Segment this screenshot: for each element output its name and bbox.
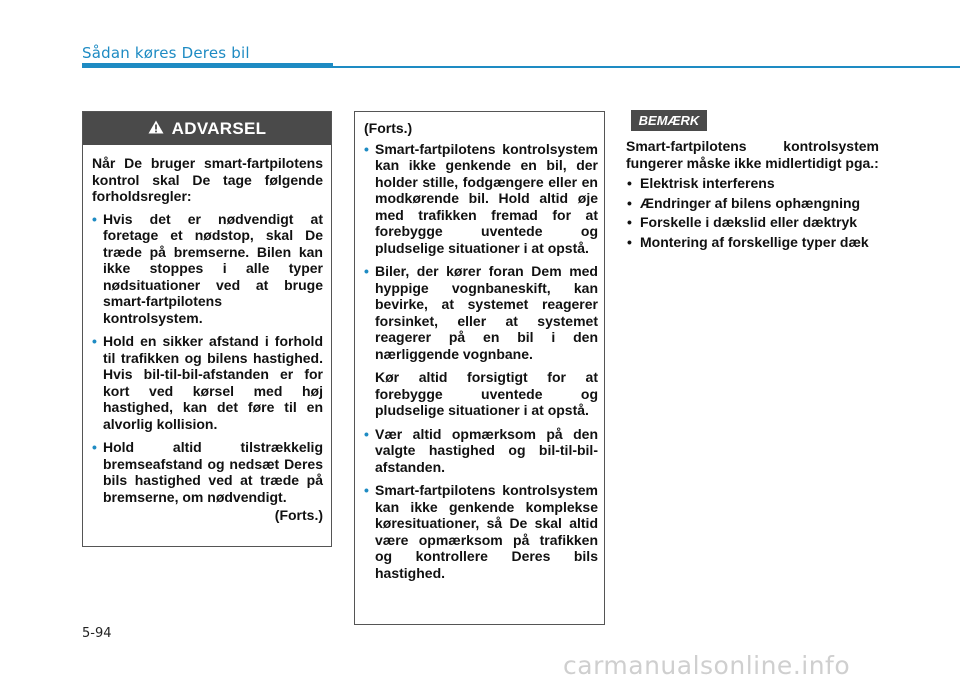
warning-title: ADVARSEL <box>171 118 267 138</box>
list-item: • Smart-fartpilotens kontrolsystem kan ikke genkende komplekse køresituationer, så De skal altid være opmærksom på trafikken og kontrollere Deres bils hastighed. <box>364 482 598 581</box>
list-item: • Smart-fartpilotens kontrolsystem kan ikke genkende en bil, der holder stille, fodgængere eller en modkørende bil. Hold altid øje med trafikken fremad for at forebygge uventede og pludselige situationer i at opstå. <box>364 140 598 256</box>
list-item: • Elektrisk interferens <box>627 175 775 191</box>
header-rule-thin <box>333 66 960 68</box>
warning-list <box>92 211 323 506</box>
bullet-icon: • <box>92 210 97 227</box>
bullet-icon: • <box>364 425 369 442</box>
continuation-heading: (Forts.) <box>364 120 413 136</box>
bullet-icon: • <box>627 214 632 230</box>
header-rule-thick <box>82 63 333 68</box>
warning-triangle-icon <box>148 119 164 139</box>
list-item: • Vær altid opmærksom på den valgte hastighed og bil-til-bil-afstanden. <box>364 425 598 475</box>
continuation-box <box>354 111 605 625</box>
list-item: • Forskelle i dækslid eller dæktryk <box>627 214 858 230</box>
list-item: • Montering af forskellige typer dæk <box>627 233 869 250</box>
bullet-icon: • <box>627 194 632 211</box>
continuation-list <box>364 141 598 363</box>
bullet-icon: • <box>364 482 369 498</box>
bullet-icon: • <box>627 175 632 191</box>
note-intro: Smart-fartpilotens kontrolsystem fungerer måske ikke midlertidigt pga.: <box>626 138 879 171</box>
bullet-icon: • <box>364 140 369 157</box>
bullet-icon: • <box>627 233 632 250</box>
list-item: • Hold en sikker afstand i forhold til trafikken og bilens hastighed. Hvis bil-til-bil-afstanden er for kort ved kørsel med høj hastighed, kan det føre til en alvorlig kollision. <box>92 333 323 432</box>
watermark-text: carmanualsonline.info <box>563 651 851 680</box>
list-item: • Ændringer af bilens ophængning <box>627 194 861 211</box>
page-number: 5-94 <box>82 626 112 641</box>
list-item: • Biler, der kører foran Dem med hyppige vognbaneskift, kan bevirke, at systemet reagerer forsinket, eller at systemet reagerer på en bil i den nærliggende vognbane. <box>364 263 598 362</box>
note-badge: BEMÆRK <box>631 110 707 131</box>
continued-label: (Forts.) <box>274 507 323 523</box>
bullet-icon: • <box>92 333 97 349</box>
note-content <box>626 138 879 253</box>
warning-intro: Når De bruger smart-fartpilotens kontrol skal De tage følgende forholdsregler: <box>92 155 323 204</box>
bullet-icon: • <box>92 439 97 455</box>
list-item: • Hvis det er nødvendigt at foretage et nødstop, skal De træde på bremserne. Bilen kan ikke stoppes i alle typer nødsituationer ved at bruge smart-fartpilotens kontrolsystem. <box>92 210 323 326</box>
warning-header <box>83 112 331 145</box>
warning-box <box>82 111 332 547</box>
section-title: Sådan køres Deres bil <box>82 44 250 62</box>
note-list <box>626 175 879 250</box>
continuation-subparagraph: Kør altid forsigtigt for at forebygge uventede og pludselige situationer i at opstå. <box>375 369 598 418</box>
list-item: • Hold altid tilstrækkelig bremseafstand og nedsæt Deres bils hastighed ved at træde på bremserne, om nødvendigt. <box>92 439 323 505</box>
bullet-icon: • <box>364 263 369 279</box>
